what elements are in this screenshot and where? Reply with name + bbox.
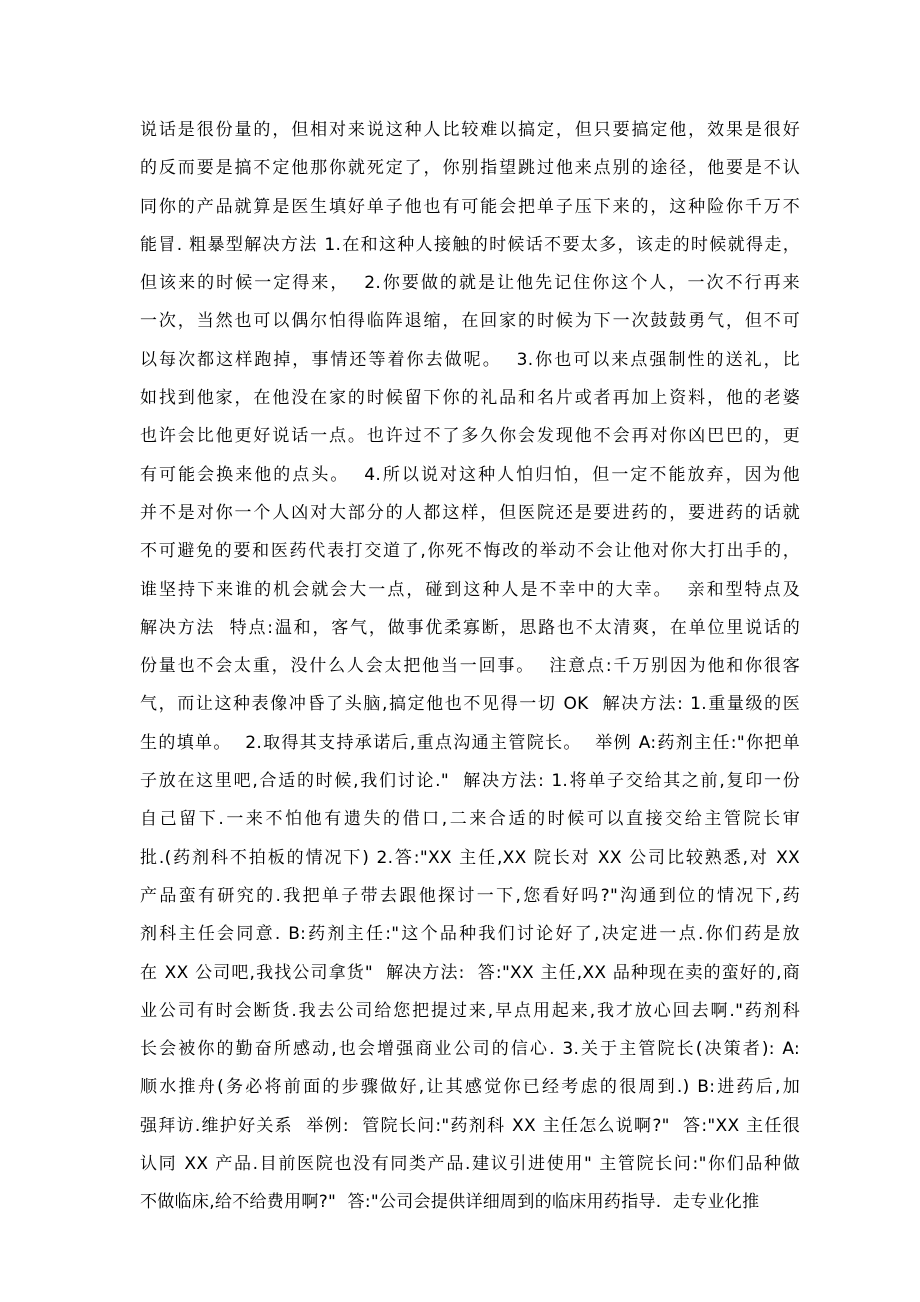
text-line: 剂科主任会同意. B:药剂主任:"这个品种我们讨论好了,决定进一点.你们药是放 <box>140 924 800 945</box>
text-line: 不做临床,给不给费用啊?" 答:"公司会提供详细周到的临床用药指导. 走专业化推 <box>140 1192 760 1213</box>
text-line: 生的填单。 2.取得其支持承诺后,重点沟通主管院长。 举例 A:药剂主任:"你把单 <box>140 732 800 753</box>
text-line: 产品蛮有研究的.我把单子带去跟他探讨一下,您看好吗?"沟通到位的情况下,药 <box>140 885 800 906</box>
text-line: 说话是很份量的，但相对来说这种人比较难以搞定，但只要搞定他，效果是很好 <box>140 120 800 140</box>
text-line: 业公司有时会断货.我去公司给您把提过来,早点用起来,我才放心回去啊."药剂科 <box>140 1000 800 1021</box>
text-line: 长会被你的勤奋所感动,也会增强商业公司的信心. 3.关于主管院长(决策者): A: <box>140 1039 800 1060</box>
text-line: 谁坚持下来谁的机会就会大一点，碰到这种人是不幸中的大幸。 亲和型特点及 <box>140 579 800 600</box>
text-line: 气，而让这种表像冲昏了头脑,搞定他也不见得一切 OK 解决方法: 1.重量级的医 <box>140 694 800 715</box>
text-line: 顺水推舟(务必将前面的步骤做好,让其感觉你已经考虑的很周到.) B:进药后,加 <box>140 1077 800 1098</box>
text-line: 一次，当然也可以偶尔怕得临阵退缩，在回家的时候为下一次鼓鼓勇气，但不可 <box>140 311 800 332</box>
text-line: 子放在这里吧,合适的时候,我们讨论." 解决方法: 1.将单子交给其之前,复印一份 <box>140 771 800 792</box>
text-line: 不可避免的要和医药代表打交道了,你死不悔改的举动不会让他对你大打出手的， <box>140 541 800 562</box>
text-line: 能冒. 粗暴型解决方法 1.在和这种人接触的时候话不要太多，该走的时候就得走， <box>140 234 800 255</box>
text-line: 并不是对你一个人凶对大部分的人都这样，但医院还是要进药的，要进药的话就 <box>140 502 800 523</box>
text-line: 在 XX 公司吧,我找公司拿货" 解决方法: 答:"XX 主任,XX 品种现在卖的蛮好的,商 <box>140 962 800 983</box>
text-line: 以每次都这样跑掉，事情还等着你去做呢。 3.你也可以来点强制性的送礼，比 <box>140 349 800 370</box>
text-line: 但该来的时候一定得来， 2.你要做的就是让他先记住你这个人，一次不行再来 <box>140 273 800 294</box>
text-line: 认同 XX 产品.目前医院也没有同类产品.建议引进使用" 主管院长问:"你们品种做 <box>140 1154 800 1175</box>
text-line: 同你的产品就算是医生填好单子他也有可能会把单子压下来的，这种险你千万不 <box>140 196 800 217</box>
text-line: 的反而要是搞不定他那你就死定了，你别指望跳过他来点别的途径，他要是不认 <box>140 158 800 179</box>
text-line: 有可能会换来他的点头。 4.所以说对这种人怕归怕，但一定不能放弃，因为他 <box>140 464 800 485</box>
text-line: 解决方法 特点:温和，客气，做事优柔寡断，思路也不太清爽，在单位里说话的 <box>140 617 800 638</box>
text-line: 如找到他家，在他没在家的时候留下你的礼品和名片或者再加上资料，他的老婆 <box>140 388 800 409</box>
body-text <box>140 111 800 1222</box>
text-line: 份量也不会太重，没什么人会太把他当一回事。 注意点:千万别因为他和你很客 <box>140 656 800 677</box>
text-line: 批.(药剂科不拍板的情况下) 2.答:"XX 主任,XX 院长对 XX 公司比较熟悉,对 XX <box>140 847 800 868</box>
text-line: 也许会比他更好说话一点。也许过不了多久你会发现他不会再对你凶巴巴的，更 <box>140 426 800 447</box>
text-line: 强拜访.维护好关系 举例: 管院长问:"药剂科 XX 主任怎么说啊?" 答:"XX 主任很 <box>140 1115 800 1136</box>
text-line: 自己留下.一来不怕他有遗失的借口,二来合适的时候可以直接交给主管院长审 <box>140 809 800 830</box>
